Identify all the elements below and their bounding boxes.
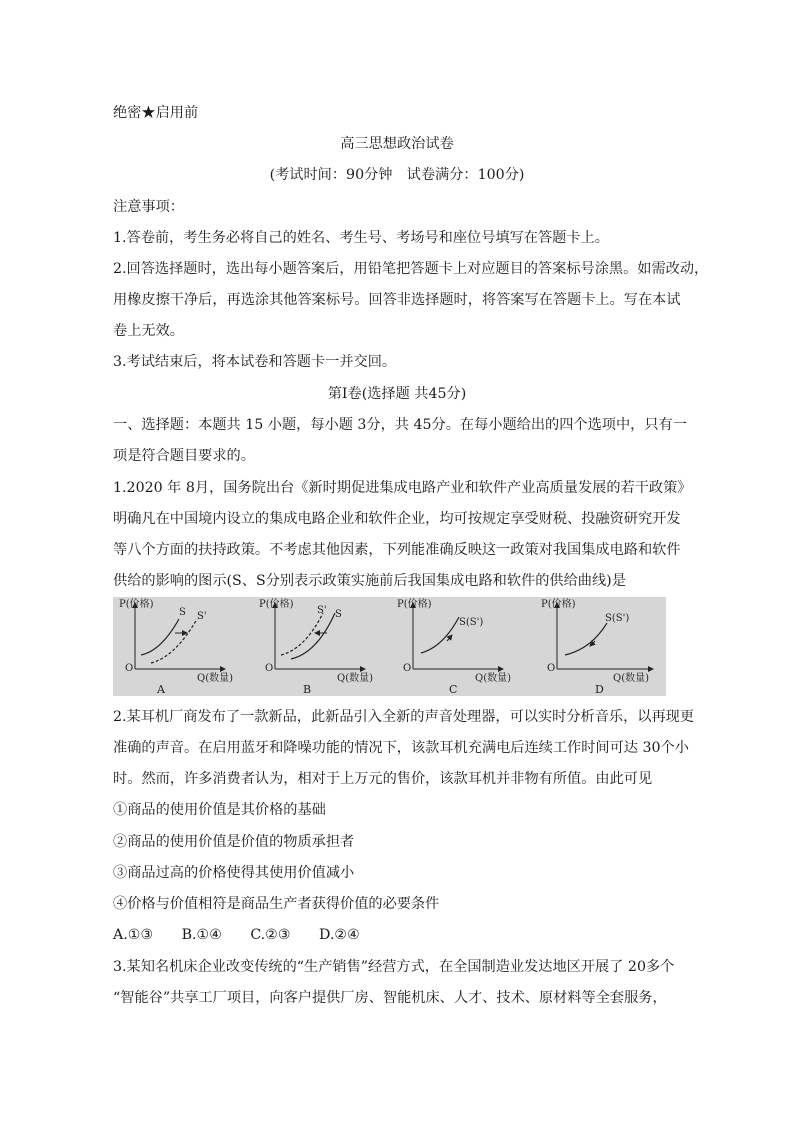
panel-a-label: A	[157, 683, 165, 696]
q1-line-2: 明确凡在中国境内设立的集成电路企业和软件企业，均可按规定享受财税、投融资研究开发	[113, 511, 681, 527]
exam-time-info: (考试时间：90分钟 试卷满分：100分)	[269, 167, 525, 183]
panel-d-x-axis-label: Q(数量)	[613, 673, 650, 684]
q2-line-3: 时。然而，许多消费者认为，相对于上万元的售价，该款耳机并非物有所值。由此可见	[113, 771, 653, 787]
panel-d-label: D	[595, 683, 604, 696]
panel-b-curve-2-label: S	[335, 609, 342, 620]
panel-b-y-axis-label: P(价格)	[259, 599, 294, 610]
q2-option-3: ③商品过高的价格使得其使用价值减小	[113, 865, 355, 881]
notice-item-2-line-2: 用橡皮擦干净后，再选涂其他答案标号。回答非选择题时，将答案写在答题卡上。写在本试	[113, 292, 681, 308]
panel-a-y-axis-label: P(价格)	[119, 599, 154, 610]
q2-line-1: 2.某耳机厂商发布了一款新品，此新品引入全新的声音处理器，可以实时分析音乐，以再现更	[113, 709, 695, 725]
q2-line-2: 准确的声音。在启用蓝牙和降噪功能的情况下，该款耳机充满电后连续工作时间可达 30个小	[113, 740, 689, 756]
q1-line-4: 供给的影响的图示(S、S分别表示政策实施前后我国集成电路和软件的供给曲线)是	[113, 573, 626, 589]
q2-option-1: ①商品的使用价值是其价格的基础	[113, 802, 326, 818]
secret-mark: 绝密★启用前	[113, 105, 199, 121]
q2-option-4: ④价格与价值相符是商品生产者获得价值的必要条件	[113, 896, 440, 912]
panel-b-x-axis-label: Q(数量)	[337, 673, 374, 684]
q3-line-1: 3.某知名机床企业改变传统的“生产销售”经营方式，在全国制造业发达地区开展了 20多个	[113, 959, 675, 975]
notice-item-2-line-1: 2.回答选择题时，选出每小题答案后，用铅笔把答题卡上对应题目的答案标号涂黑。如需改动，	[113, 261, 709, 277]
q1-figure-svg	[113, 597, 666, 696]
panel-a-curve-1-label: S	[179, 607, 186, 618]
panel-c-y-axis-label: P(价格)	[397, 599, 432, 610]
panel-c-label: C	[449, 683, 458, 696]
q2-choices: A.①③ B.①④ C.②③ D.②④	[113, 927, 360, 943]
panel-b	[259, 597, 373, 696]
exam-title: 高三思想政治试卷	[340, 136, 454, 152]
notice-item-2-line-3: 卷上无效。	[113, 323, 184, 339]
panel-b-curve-1-label: S'	[317, 605, 327, 616]
panel-b-label: B	[303, 683, 312, 696]
q1-line-1: 1.2020 年 8月，国务院出台《新时期促进集成电路产业和软件产业高质量发展的若干政策》	[113, 480, 692, 496]
section-intro-line-1: 一、选择题：本题共 15 小题，每小题 3分，共 45分。在每小题给出的四个选项中，只有一	[113, 417, 687, 433]
panel-a-x-axis-label: Q(数量)	[197, 673, 234, 684]
panel-b-origin: O	[265, 663, 274, 674]
section-intro-line-2: 项是符合题目要求的。	[113, 448, 255, 464]
section-title: 第Ⅰ卷(选择题 共45分)	[327, 386, 467, 402]
notice-item-1: 1.答卷前，考生务必将自己的姓名、考生号、考场号和座位号填写在答题卡上。	[113, 230, 609, 246]
q2-option-2: ②商品的使用价值是价值的物质承担者	[113, 834, 355, 850]
panel-a	[119, 597, 233, 696]
panel-d-curve-label: S(S')	[605, 613, 630, 624]
q1-supply-curve-figure	[113, 597, 666, 696]
panel-c-curve-label: S(S')	[459, 617, 484, 628]
panel-c	[397, 597, 511, 696]
q1-line-3: 等八个方面的扶持政策。不考虑其他因素，下列能准确反映这一政策对我国集成电路和软件	[113, 542, 681, 558]
panel-a-origin: O	[125, 663, 134, 674]
notice-heading: 注意事项：	[113, 199, 184, 215]
q3-line-2: “智能谷”共享工厂项目，向客户提供厂房、智能机床、人才、技术、原材料等全套服务，	[113, 990, 667, 1006]
panel-d	[541, 597, 653, 696]
panel-a-curve-2-label: S'	[197, 611, 207, 622]
panel-d-origin: O	[547, 663, 556, 674]
notice-item-3: 3.考试结束后，将本试卷和答题卡一并交回。	[113, 354, 397, 370]
panel-d-y-axis-label: P(价格)	[541, 599, 576, 610]
panel-c-origin: O	[403, 663, 412, 674]
panel-c-x-axis-label: Q(数量)	[475, 673, 512, 684]
